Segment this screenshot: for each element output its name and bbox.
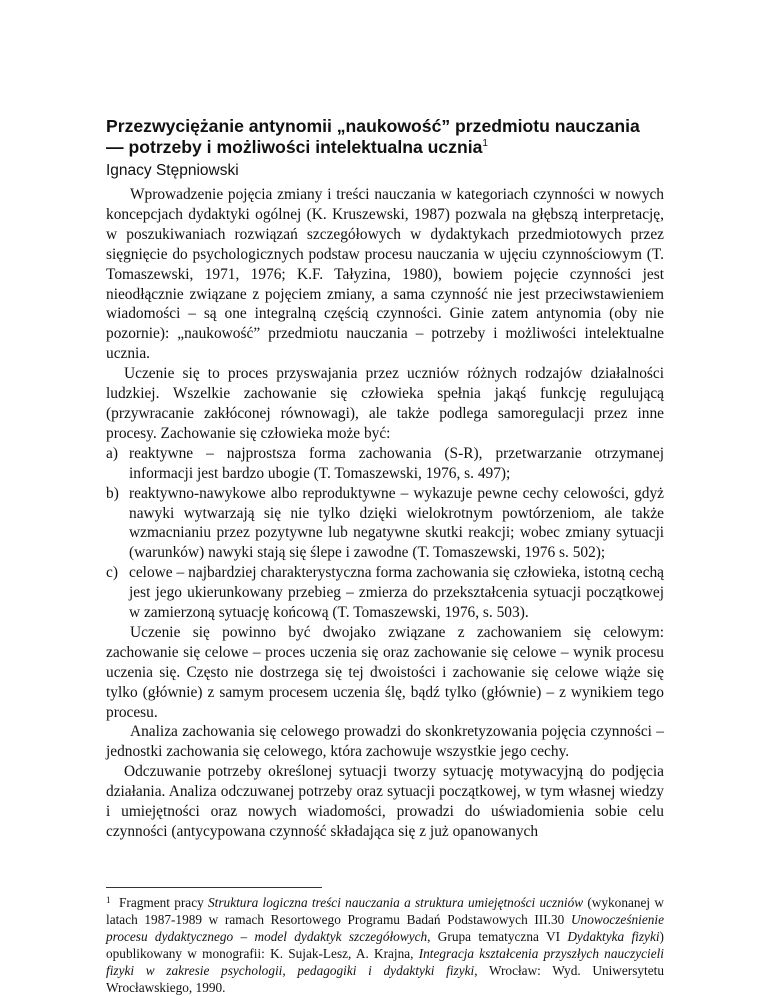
paragraph-4: Analiza zachowania się celowego prowadzi do skonkretyzowania pojęcia czynności – jednostki zachowania się celowego, która zachowuje wszystkie jego cechy. <box>106 723 664 761</box>
title-line-2: — potrzeby i możliwości intelektualna ucznia <box>106 137 483 157</box>
footnote-italic: Dydaktyka fizyki <box>567 929 660 944</box>
list-item <box>106 484 664 564</box>
paragraph-5: Odczuwanie potrzeby określonej sytuacji tworzy sytuację motywacyjną do podjęcia działania. Analiza odczuwanej potrzeby oraz sytuacji początkowej, w tym własnej wiedzy i umiejętności oraz nowych wiadomości, prowadzi do uświadomienia sobie celu czynności (antycypowana czynność składająca się z już opanowanych <box>106 763 664 840</box>
list-item-text: reaktywno-nawykowe albo reproduktywne – wykazuje pewne cechy celowości, gdyż nawyki wytwarzają się nie tylko dzięki wielokrotnym powtórzeniom, ale także wzmacnianiu przez pozytywne lub negatywne skutki reakcji; wobec zmiany sytuacji (warunków) nawyki stają się ślepe i zawodne (T. Tomaszewski, 1976 s. 502); <box>129 484 664 562</box>
paragraph-1: Wprowadzenie pojęcia zmiany i treści nauczania w kategoriach czynności w nowych koncepcjach dydaktyki ogólnej (K. Kruszewski, 1987) pozwala na głębszą interpretację, w poszukiwaniach rozwiązań szczegółowych w dydaktykach przedmiotowych przez sięgnięcie do psychologicznych podstaw procesu nauczania w ujęciu czynnościowym (T. Tomaszewski, 1971, 1976; K.F. Tałyzina, 1980), bowiem pojęcie czynności jest nieodłącznie związane z pojęciem zmiany, a sama czynność nie jest przeciwstawieniem wiadomości – są one integralną częścią czynności. Ginie zatem antynomia (oby nie pozornie): „naukowość” przedmiotu nauczania – potrzeby i możliwości intelektualne ucznia. <box>106 186 664 363</box>
title-footnote-ref[interactable]: 1 <box>482 138 488 149</box>
list-item-text: reaktywne – najprostsza forma zachowania (S-R), przetwarzanie otrzymanej informacji jest bardzo ubogie (T. Tomaszewski, 1976, s. 497); <box>129 444 664 482</box>
list-item <box>106 563 664 623</box>
footnote-text: , Wrocław: Wyd. Uniwersytetu Wrocławskiego, 1990. <box>106 963 664 995</box>
article-title <box>106 116 664 158</box>
list-item <box>106 444 664 484</box>
footnote-italic: Unowocześnienie procesu dydaktycznego – model dydaktyk szczegółowych <box>106 912 664 944</box>
footnote-text: Fragment pracy <box>119 895 209 910</box>
behavior-types-list <box>106 444 664 623</box>
list-marker: c) <box>106 564 118 582</box>
footnote-text: , Grupa tematyczna VI <box>427 929 568 944</box>
list-marker: a) <box>106 444 118 462</box>
paragraph-2: Uczenie się to proces przyswajania przez uczniów różnych rodzajów działalności ludzkiej. Wszelkie zachowanie się człowieka spełnia jakąś funkcję regulującą (przywracanie zakłóconej równowagi), ale także podlega samoregulacji przez inne procesy. Zachowanie się człowieka może być: <box>106 365 664 442</box>
paragraph-3: Uczenie się powinno być dwojako związane z zachowaniem się celowym: zachowanie się celowe – proces uczenia się oraz zachowanie się celowe – wynik procesu uczenia się. Często nie dostrzega się tej dwoistości i zachowanie się celowe wiąże się tylko (głównie) z samym procesem uczenia ślę, bądź tylko (głównie) – z wynikiem tego procesu. <box>106 623 664 721</box>
footnote-italic: Integracja kształcenia przyszłych nauczycieli fizyki w zakresie psychologii, pedagogiki i dydaktyki fizyki <box>106 946 664 978</box>
footnote-italic: Struktura logiczna treści nauczania a struktura umiejętności uczniów <box>208 895 584 910</box>
article-body <box>106 185 664 842</box>
list-item-text: celowe – najbardziej charakterystyczna forma zachowania się człowieka, istotną cechą jest jego ukierunkowany przebieg – zmierza do przekształcenia sytuacji początkowej w zamierzoną sytuację końcową (T. Tomaszewski, 1976, s. 503). <box>129 564 664 622</box>
author-name: Ignacy Stępniowski <box>106 162 239 179</box>
footnote: 1 Fragment pracy Struktura logiczna treści nauczania a struktura umiejętności uczniów (wykonanej w latach 1987-1989 w ramach Resortowego Programu Badań Podstawowych III.30 Unowocześnienie procesu dydaktycznego – model dydaktyk szczegółowych, Grupa tematyczna VI Dydaktyka fizyki) opublikowany w monografii: K. Sujak-Lesz, A. Krajna, Integracja kształcenia przyszłych nauczycieli fizyki w zakresie psychologii, pedagogiki i dydaktyki fizyki, Wrocław: Wyd. Uniwersytetu Wrocławskiego, 1990. <box>106 895 664 995</box>
list-marker: b) <box>106 484 119 502</box>
footnote-divider <box>106 887 322 888</box>
footnote-text: (wykonanej w latach 1987-1989 w ramach Resortowego Programu Badań Podstawowych III.30 <box>106 895 664 927</box>
footnote-text: ) opublikowany w monografii: K. Sujak-Lesz, A. Krajna, <box>106 929 664 961</box>
title-line-1: Przezwyciężanie antynomii „naukowość” przedmiotu nauczania <box>106 116 640 136</box>
